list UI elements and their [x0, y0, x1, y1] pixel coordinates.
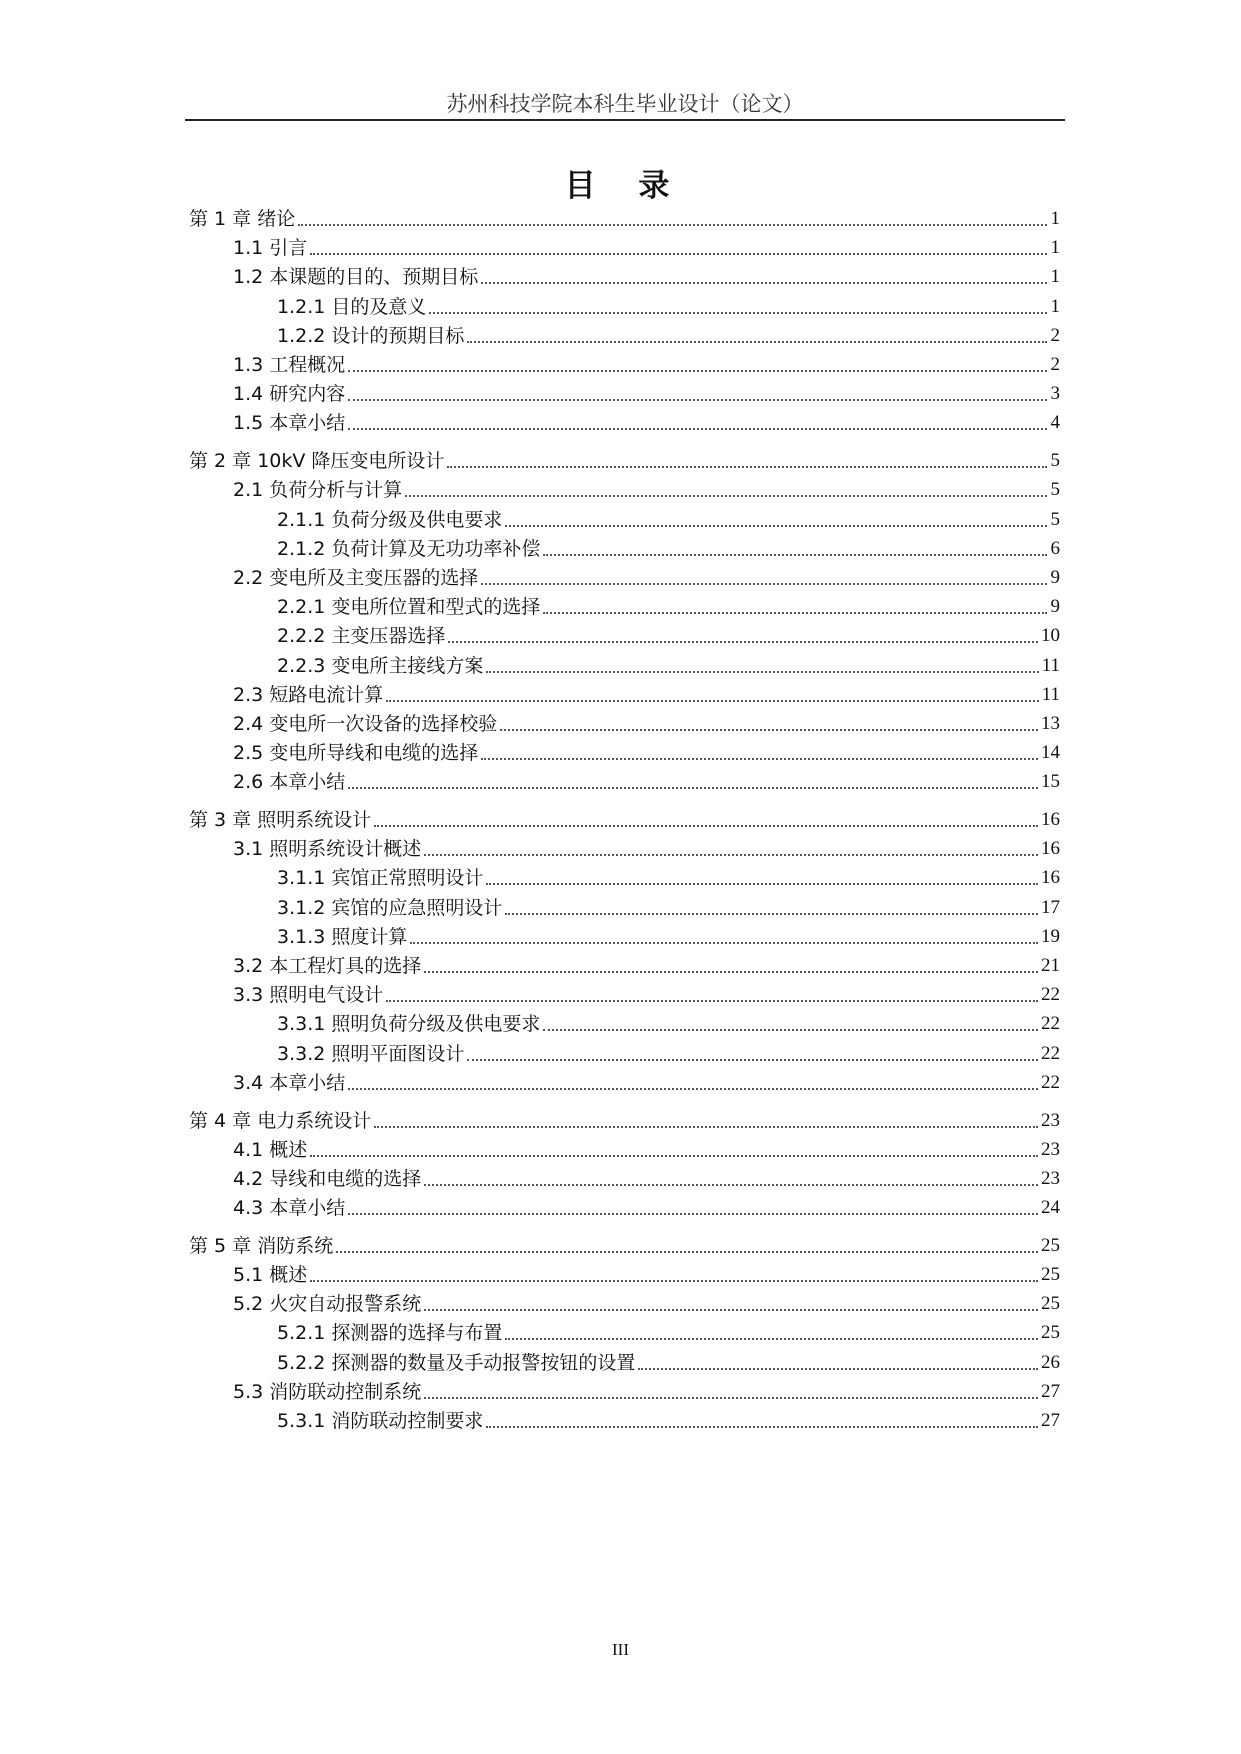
toc-leader-dots [386, 699, 1038, 702]
toc-entry[interactable] [0, 1319, 1241, 1347]
toc-entry-page: 19 [1041, 925, 1060, 947]
toc-entry-line [277, 535, 1060, 563]
toc-leader-dots [348, 427, 1047, 430]
toc-entry-label: 4.1 概述 [233, 1138, 308, 1161]
toc-entry-page: 25 [1041, 1264, 1060, 1285]
toc-entry-line [277, 1407, 1060, 1435]
toc-entry-line [233, 835, 1060, 863]
toc-entry-label: 1.3 工程概况 [233, 354, 346, 376]
toc-leader-dots [348, 369, 1047, 372]
toc-entry-label: 2.3 短路电流计算 [233, 683, 384, 706]
toc-entry-line [277, 923, 1060, 951]
toc-entry[interactable] [0, 923, 1241, 951]
toc-leader-dots [481, 582, 1047, 585]
toc-entry[interactable] [0, 710, 1241, 738]
toc-leader-dots [336, 1250, 1038, 1253]
toc-entry-label: 2.1.1 负荷分级及供电要求 [277, 508, 503, 531]
toc-entry[interactable] [0, 1040, 1241, 1068]
toc-leader-dots [410, 941, 1038, 944]
toc-entry-page: 16 [1041, 809, 1060, 830]
toc-leader-dots [348, 1212, 1038, 1215]
toc-entry-label: 1.2 本课题的目的、预期目标 [233, 266, 479, 289]
toc-entry-page: 25 [1041, 1293, 1060, 1315]
toc-entry-page: 22 [1041, 984, 1060, 1006]
toc-entry-label: 5.2.2 探测器的数量及手动报警按钮的设置 [277, 1351, 636, 1374]
toc-entry-page: 22 [1041, 1071, 1060, 1093]
toc-entry[interactable] [0, 1136, 1241, 1164]
toc-entry-page: 1 [1050, 295, 1060, 317]
toc-entry-page: 23 [1041, 1109, 1060, 1131]
toc-leader-dots [348, 398, 1047, 401]
toc-entry-label: 3.3.1 照明负荷分级及供电要求 [277, 1013, 541, 1036]
toc-entry-page: 11 [1041, 654, 1060, 676]
toc-entry-label: 3.1.1 宾馆正常照明设计 [277, 867, 484, 890]
toc-leader-dots [424, 1183, 1038, 1186]
toc-leader-dots [310, 1279, 1038, 1282]
toc-entry-page: 15 [1041, 771, 1060, 793]
toc-entry[interactable] [0, 380, 1241, 408]
toc-entry-label: 1.2.1 目的及意义 [277, 295, 427, 318]
toc-entry-line [233, 1136, 1060, 1164]
toc-entry-page: 2 [1050, 354, 1060, 375]
toc-entry-label: 3.3 照明电气设计 [233, 984, 384, 1007]
toc-entry-line [277, 1349, 1060, 1377]
toc-entry-line [233, 1194, 1060, 1222]
toc-entry-page: 5 [1050, 450, 1060, 472]
toc-entry-label: 第 1 章 绪论 [189, 208, 296, 230]
toc-leader-dots [505, 524, 1047, 527]
toc-entry[interactable] [0, 864, 1241, 892]
toc-entry-line [277, 1040, 1060, 1068]
toc-entry-line [233, 1261, 1060, 1289]
toc-entry-label: 2.2 变电所及主变压器的选择 [233, 566, 479, 589]
toc-entry-page: 26 [1041, 1351, 1060, 1373]
toc-entry[interactable] [0, 263, 1241, 291]
toc-entry-line [277, 293, 1060, 321]
toc-entry-line [277, 322, 1060, 350]
toc-entry-page: 9 [1050, 596, 1060, 618]
toc-leader-dots [543, 611, 1047, 614]
toc-entry-line [233, 981, 1060, 1009]
toc-entry-page: 6 [1050, 537, 1060, 559]
toc-entry-line [233, 952, 1060, 980]
toc-entry[interactable] [0, 506, 1241, 534]
toc-leader-dots [374, 1125, 1038, 1128]
running-header: 苏州科技学院本科生毕业设计（论文） [446, 92, 804, 116]
toc-leader-dots [486, 882, 1038, 885]
toc-entry-label: 2.2.2 主变压器选择 [277, 625, 446, 648]
toc-entry-label: 3.2 本工程灯具的选择 [233, 955, 422, 977]
toc-entry[interactable] [0, 622, 1241, 650]
toc-entry-line [277, 864, 1060, 892]
toc-entry-line [233, 351, 1060, 379]
toc-entry-page: 1 [1050, 266, 1060, 288]
toc-entry-page: 22 [1041, 1042, 1060, 1064]
toc-entry-label: 3.1 照明系统设计概述 [233, 838, 422, 861]
toc-leader-dots [348, 786, 1038, 789]
toc-entry[interactable] [0, 1232, 1241, 1260]
toc-entry[interactable] [0, 476, 1241, 504]
toc-entry-page: 16 [1041, 838, 1060, 860]
toc-entry-page: 16 [1041, 867, 1060, 889]
toc-entry[interactable] [0, 1194, 1241, 1222]
toc-entry-label: 3.1.2 宾馆的应急照明设计 [277, 896, 503, 919]
toc-entry[interactable] [0, 205, 1241, 233]
toc-entry[interactable] [0, 894, 1241, 922]
toc-entry-label: 5.3 消防联动控制系统 [233, 1380, 422, 1403]
toc-entry-label: 2.5 变电所导线和电缆的选择 [233, 742, 479, 765]
toc-entry-line [189, 1107, 1060, 1135]
toc-entry[interactable] [0, 1165, 1241, 1193]
toc-leader-dots [429, 311, 1047, 314]
toc-entry-line [233, 681, 1060, 709]
toc-entry[interactable] [0, 1069, 1241, 1097]
toc-entry-line [233, 564, 1060, 592]
toc-entry[interactable] [0, 1290, 1241, 1318]
toc-entry[interactable] [0, 681, 1241, 709]
toc-entry-label: 2.6 本章小结 [233, 771, 346, 794]
toc-entry[interactable] [0, 564, 1241, 592]
toc-entry-label: 3.1.3 照度计算 [277, 925, 408, 948]
toc-entry[interactable] [0, 981, 1241, 1009]
toc-entry-line [233, 1290, 1060, 1318]
toc-entry-line [233, 409, 1060, 437]
toc-entry-page: 11 [1041, 683, 1060, 705]
toc-entry[interactable] [0, 835, 1241, 863]
toc-entry[interactable] [0, 806, 1241, 834]
toc-leader-dots [500, 728, 1038, 731]
toc-entry-label: 第 5 章 消防系统 [189, 1234, 334, 1257]
toc-entry-line [189, 205, 1060, 233]
toc-leader-dots [467, 340, 1047, 343]
toc-entry-label: 第 3 章 照明系统设计 [189, 809, 372, 831]
toc-entry-page: 23 [1041, 1138, 1060, 1160]
toc-entry[interactable] [0, 293, 1241, 321]
toc-entry-line [233, 739, 1060, 767]
toc-leader-dots [543, 553, 1047, 556]
toc-entry-line [189, 1232, 1060, 1260]
toc-entry-page: 1 [1050, 237, 1060, 259]
page-title: 目 录 [564, 168, 686, 204]
toc-leader-dots [348, 1087, 1038, 1090]
toc-entry[interactable] [0, 1010, 1241, 1038]
toc-leader-dots [424, 1396, 1038, 1399]
toc-leader-dots [447, 465, 1047, 468]
toc-entry-line [189, 447, 1060, 475]
toc-entry[interactable] [0, 1349, 1241, 1377]
toc-entry-line [277, 622, 1060, 650]
toc-entry-page: 10 [1041, 625, 1060, 647]
toc-entry-label: 5.2.1 探测器的选择与布置 [277, 1322, 503, 1345]
toc-entry-line [277, 1319, 1060, 1347]
toc-entry[interactable] [0, 1378, 1241, 1406]
toc-entry-page: 22 [1041, 1013, 1060, 1035]
toc-entry-page: 5 [1050, 479, 1060, 501]
toc-leader-dots [374, 824, 1038, 827]
toc-entry-line [233, 710, 1060, 738]
toc-entry-page: 24 [1041, 1197, 1060, 1219]
toc-entry-label: 1.2.2 设计的预期目标 [277, 324, 465, 347]
toc-leader-dots [298, 223, 1047, 226]
toc-entry-page: 27 [1041, 1380, 1060, 1402]
toc-entry-line [233, 234, 1060, 262]
toc-entry-page: 23 [1041, 1167, 1060, 1189]
toc-entry-line [233, 1378, 1060, 1406]
toc-entry-line [233, 476, 1060, 504]
toc-entry-line [233, 1069, 1060, 1097]
page-number: III [612, 1640, 629, 1659]
toc-entry-line [277, 894, 1060, 922]
toc-entry[interactable] [0, 234, 1241, 262]
toc-entry-page: 21 [1041, 955, 1060, 976]
toc-entry-label: 3.3.2 照明平面图设计 [277, 1042, 465, 1065]
toc-entry-page: 25 [1041, 1234, 1060, 1256]
toc-leader-dots [310, 1154, 1038, 1157]
toc-entry-label: 2.1.2 负荷计算及无功功率补偿 [277, 537, 541, 560]
toc-leader-dots [386, 999, 1038, 1002]
toc-entry-label: 2.1 负荷分析与计算 [233, 479, 403, 502]
toc-entry-page: 9 [1050, 566, 1060, 588]
toc-entry[interactable] [0, 768, 1241, 796]
toc-leader-dots [405, 494, 1047, 497]
toc-entry-page: 4 [1050, 412, 1060, 434]
toc-leader-dots [424, 1308, 1038, 1311]
toc-entry-page: 27 [1041, 1410, 1060, 1431]
toc-entry-label: 5.3.1 消防联动控制要求 [277, 1410, 484, 1432]
toc-entry[interactable] [0, 409, 1241, 437]
toc-entry-page: 5 [1050, 508, 1060, 530]
toc-entry-page: 2 [1050, 324, 1060, 346]
toc-entry[interactable] [0, 952, 1241, 980]
toc-entry[interactable] [0, 1261, 1241, 1289]
toc-entry-label: 2.4 变电所一次设备的选择校验 [233, 712, 498, 735]
toc-entry[interactable] [0, 593, 1241, 621]
toc-entry-label: 4.3 本章小结 [233, 1197, 346, 1220]
toc-entry[interactable] [0, 322, 1241, 350]
toc-leader-dots [467, 1058, 1038, 1061]
toc-entry-line [277, 1010, 1060, 1038]
toc-entry[interactable] [0, 351, 1241, 379]
toc-leader-dots [486, 1425, 1038, 1428]
toc-leader-dots [424, 970, 1038, 973]
toc-entry-page: 25 [1041, 1322, 1060, 1344]
toc-entry-page: 13 [1041, 712, 1060, 734]
toc-entry-label: 5.1 概述 [233, 1264, 308, 1286]
toc-entry-label: 3.4 本章小结 [233, 1071, 346, 1094]
toc-entry-label: 1.4 研究内容 [233, 383, 346, 406]
toc-entry-line [233, 263, 1060, 291]
toc-entry[interactable] [0, 1407, 1241, 1435]
toc-entry-label: 2.2.1 变电所位置和型式的选择 [277, 596, 541, 619]
toc-entry[interactable] [0, 652, 1241, 680]
toc-entry[interactable] [0, 739, 1241, 767]
toc-entry-line [277, 506, 1060, 534]
toc-entry-label: 1.5 本章小结 [233, 412, 346, 435]
toc-entry-label: 第 2 章 10kV 降压变电所设计 [189, 450, 445, 473]
toc-entry-line [189, 806, 1060, 834]
toc-entry-line [277, 593, 1060, 621]
toc-entry-page: 14 [1041, 742, 1060, 764]
toc-leader-dots [505, 912, 1038, 915]
toc-entry-line [233, 768, 1060, 796]
toc-entry-label: 1.1 引言 [233, 237, 308, 260]
toc-entry-line [233, 1165, 1060, 1193]
toc-entry-label: 4.2 导线和电缆的选择 [233, 1167, 422, 1190]
toc-entry-label: 2.2.3 变电所主接线方案 [277, 654, 484, 677]
toc-entry[interactable] [0, 447, 1241, 475]
toc-entry-label: 第 4 章 电力系统设计 [189, 1109, 372, 1132]
toc-entry-label: 5.2 火灾自动报警系统 [233, 1293, 422, 1316]
toc-leader-dots [638, 1367, 1038, 1370]
toc-leader-dots [486, 670, 1038, 673]
toc-leader-dots [310, 252, 1047, 255]
toc-entry-page: 1 [1050, 208, 1060, 229]
toc-entry-page: 17 [1041, 896, 1060, 918]
toc-leader-dots [424, 853, 1038, 856]
toc-leader-dots [543, 1028, 1038, 1031]
toc-entry-line [233, 380, 1060, 408]
toc-entry[interactable] [0, 1107, 1241, 1135]
toc-leader-dots [481, 281, 1047, 284]
toc-leader-dots [505, 1337, 1038, 1340]
toc-leader-dots [448, 640, 1038, 643]
toc-entry-line [277, 652, 1060, 680]
toc-entry[interactable] [0, 535, 1241, 563]
toc-entry-page: 3 [1050, 383, 1060, 405]
toc-leader-dots [481, 757, 1038, 760]
